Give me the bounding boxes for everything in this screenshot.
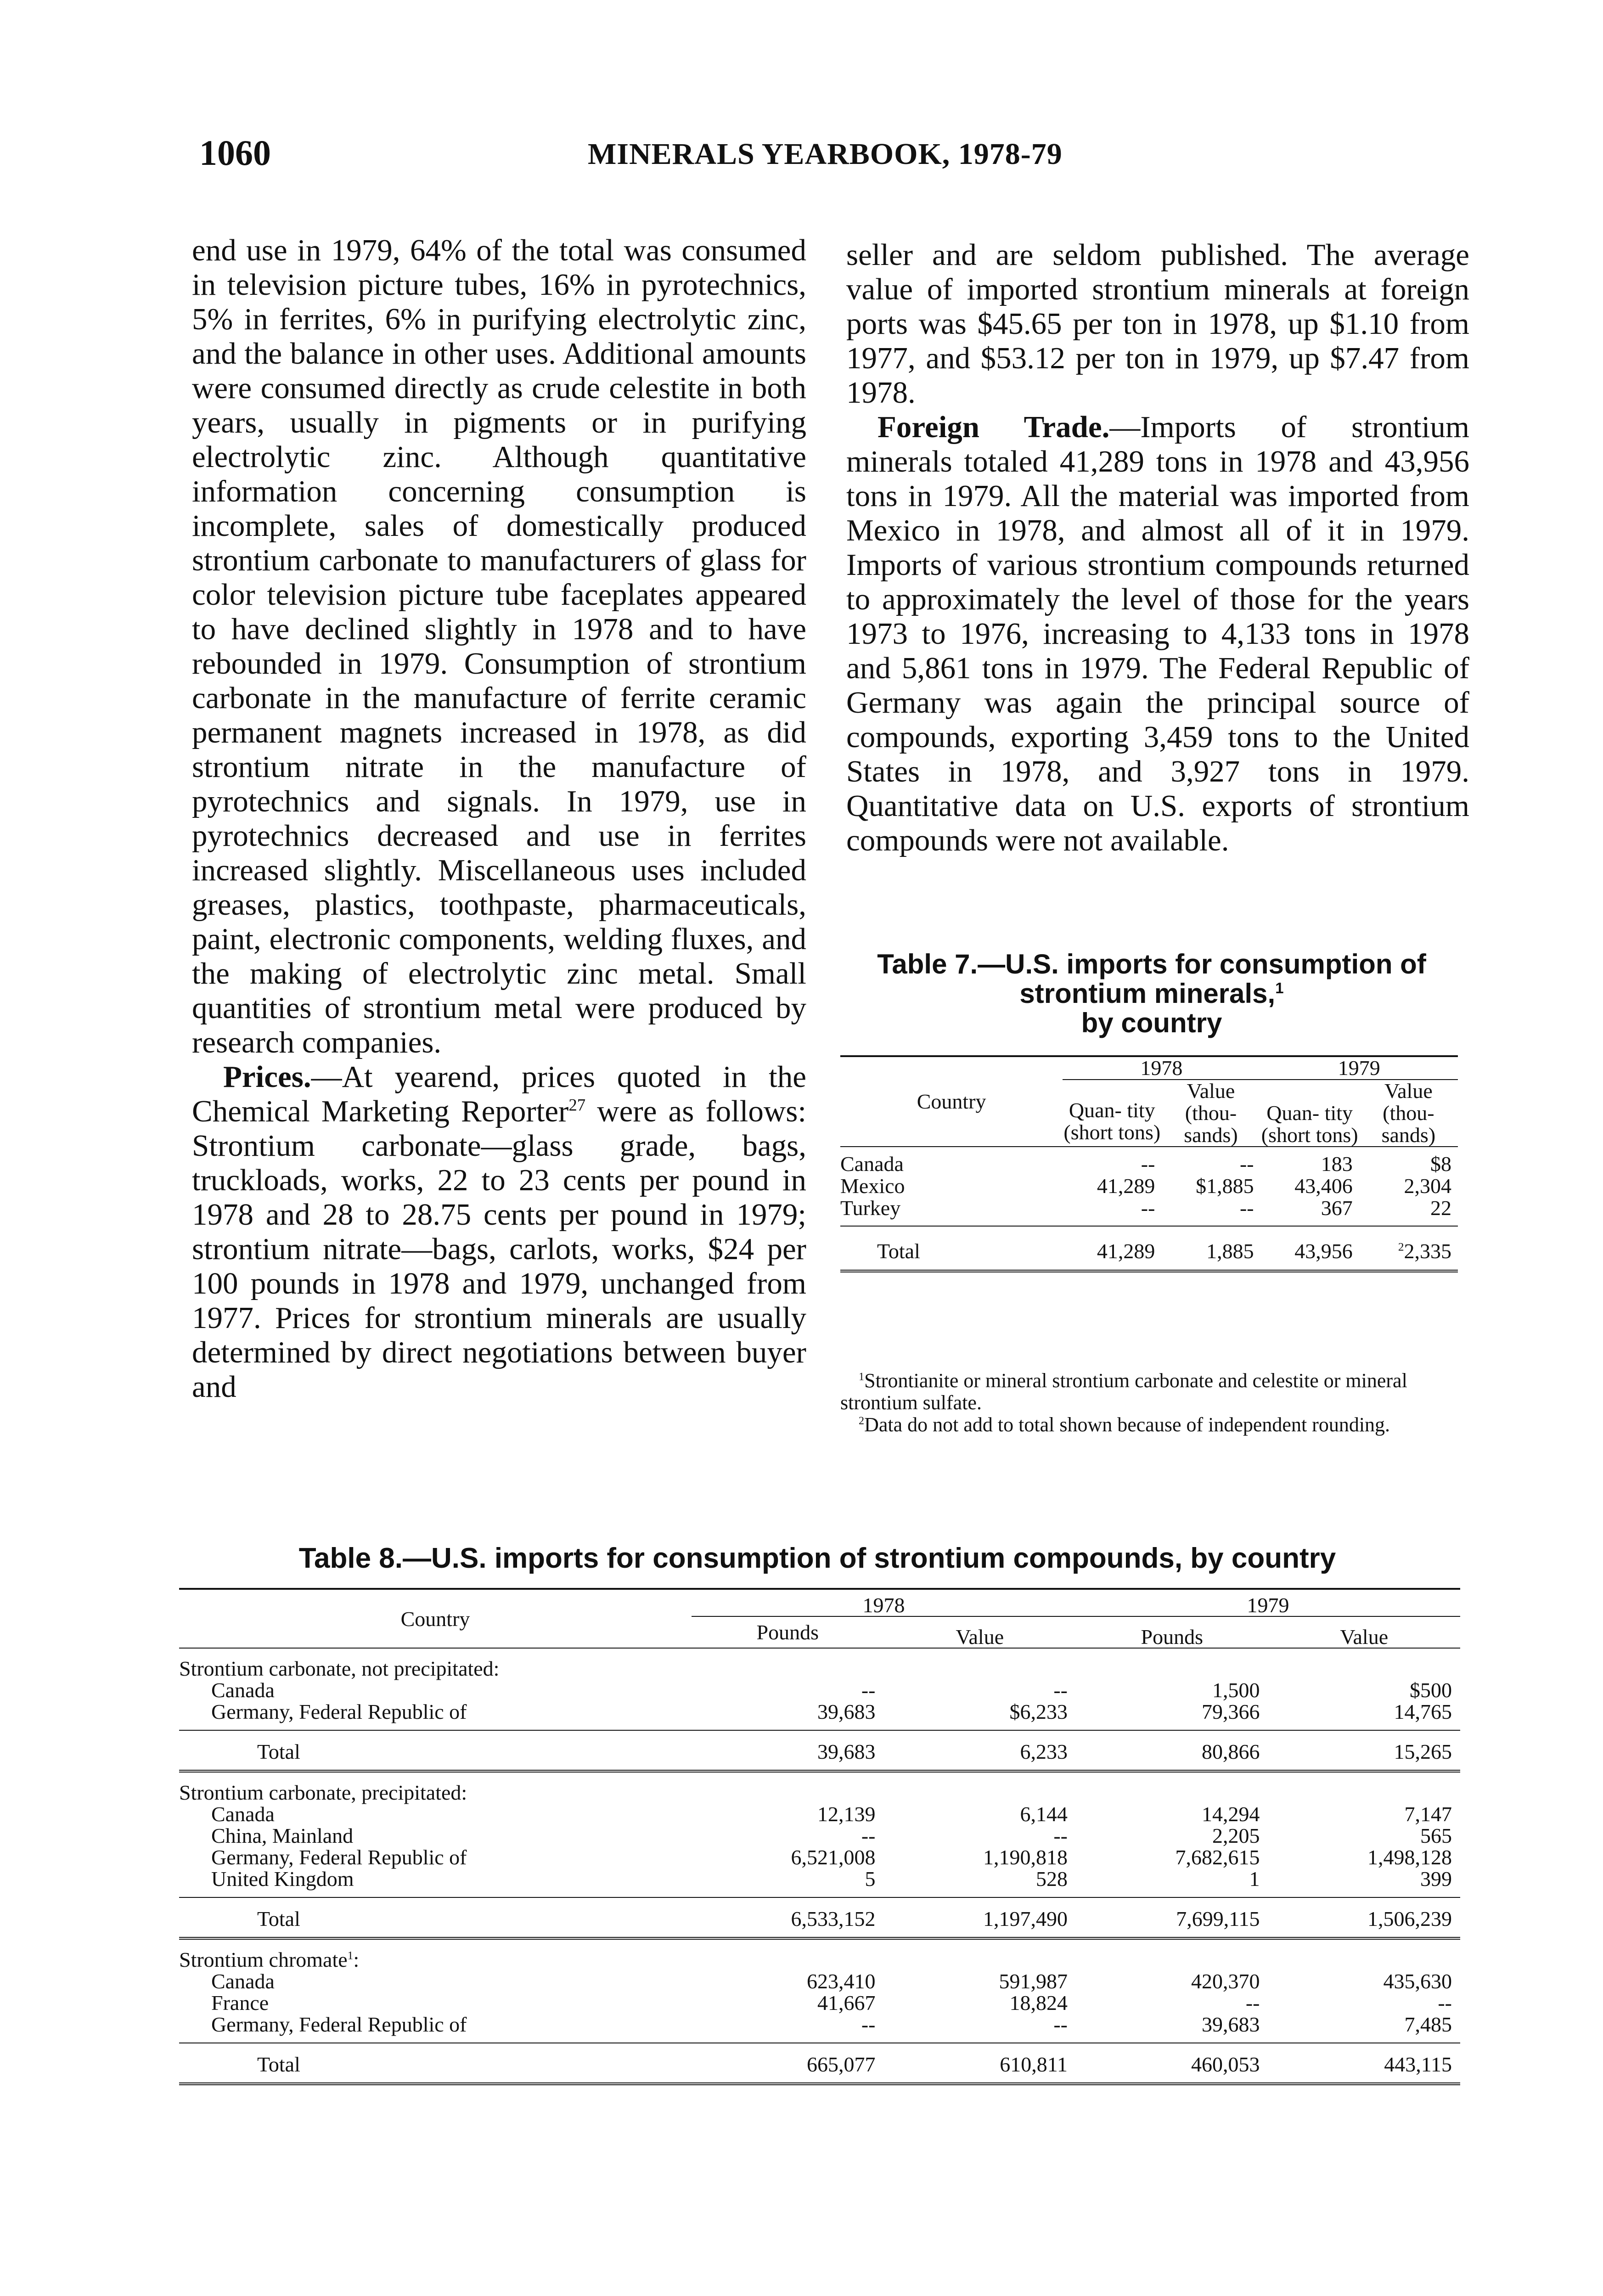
country-cell: Canada [211, 1970, 275, 1993]
column-header-year: 1979 [1260, 1056, 1458, 1080]
value-cell: 435,630 [1383, 1970, 1452, 1993]
value-cell: 1,197,490 [983, 1907, 1068, 1930]
table8 [179, 1588, 1460, 2085]
value-cell: 1,498,128 [1367, 1846, 1452, 1869]
value-cell: 43,406 [1294, 1174, 1353, 1198]
value-cell: 2,205 [1212, 1824, 1260, 1847]
country-cell: France [211, 1991, 269, 2015]
total-row [840, 1226, 1458, 1271]
value-cell: 528 [1036, 1867, 1068, 1891]
value-cell: 2,304 [1404, 1174, 1451, 1198]
footnote-ref: 1 [347, 1949, 354, 1962]
table8-title: Table 8.—U.S. imports for consumption of strontium compounds, by country [298, 1542, 1336, 1574]
country-cell: Canada [840, 1152, 904, 1176]
value-cell: -- [861, 1824, 876, 1847]
value-cell: 460,053 [1191, 2053, 1260, 2076]
value-cell: $6,233 [1009, 1700, 1068, 1723]
value-cell: $^2$2,335 [1398, 1239, 1451, 1263]
value-cell: 7,699,115 [1176, 1907, 1260, 1930]
page-number: 1060 [199, 133, 271, 173]
table-row [840, 1197, 1458, 1226]
column-header-value: Value (thou- sands) [1184, 1079, 1238, 1147]
value-cell: 41,289 [1097, 1174, 1155, 1198]
value-cell: 183 [1321, 1152, 1353, 1176]
column-header-year: 1978 [1063, 1056, 1260, 1080]
value-cell: 41,667 [817, 1991, 876, 2015]
footnote-ref: 27 [568, 1095, 586, 1114]
section-heading: Strontium carbonate, not precipitated: [179, 1657, 500, 1680]
value-cell: 39,683 [817, 1740, 876, 1763]
footnote-ref: 1 [1275, 979, 1284, 996]
footnote: $^1$Strontianite or mineral strontium carbonate and celestite or mineral strontium sulfate. [840, 1369, 1407, 1414]
value-cell: 12,139 [817, 1802, 876, 1826]
value-cell: 565 [1420, 1824, 1452, 1847]
table-row [179, 1970, 1460, 1992]
column-header-year: 1979 [1076, 1589, 1460, 1616]
value-cell: 7,485 [1404, 2013, 1452, 2036]
value-cell: 367 [1321, 1196, 1353, 1220]
value-cell: -- [861, 1678, 876, 1702]
country-cell: Germany, Federal Republic of [211, 2013, 467, 2036]
paragraph-text: —Imports of strontium minerals totaled 41,289 tons in 1978 and 43,956 tons in 1979. All the material was imported from Mexico in 1978, and almost all of it in 1979. Imports of various strontium compounds returned to approximately the level of those for the years 1973 to 1976, increasing to 4,133 tons in 1978 and 5,861 tons in 1979. The Federal Republic of Germany was again the principal source of compounds, exporting 3,459 tons to the United States in 1978, and 3,927 tons in 1979. Quantitative data on U.S. exports of strontium compounds were not available. [846, 410, 1469, 857]
value-cell: 1,500 [1212, 1678, 1260, 1702]
column-header-country: Country [917, 1090, 986, 1113]
table-row [179, 1868, 1460, 1897]
value-cell: 80,866 [1202, 1740, 1260, 1763]
country-cell: Canada [211, 1802, 275, 1826]
value-cell: 665,077 [807, 2053, 876, 2076]
paragraph-text: —At yearend, prices quoted in the Chemical Marketing Reporter [192, 1060, 806, 1128]
value-cell: 7,147 [1404, 1802, 1452, 1826]
value-cell: $500 [1410, 1678, 1452, 1702]
value-cell: -- [861, 2013, 876, 2036]
value-cell: 610,811 [1000, 2053, 1068, 2076]
column-header-quantity: Quan- tity (short tons) [1261, 1101, 1358, 1147]
country-cell: Germany, Federal Republic of [211, 1846, 467, 1869]
value-cell: 623,410 [807, 1970, 876, 1993]
table7 [840, 1055, 1458, 1272]
value-cell: 1,506,239 [1367, 1907, 1452, 1930]
run-in-heading: Foreign Trade. [877, 410, 1110, 444]
total-label: Total [877, 1239, 920, 1263]
table-row [179, 1825, 1460, 1846]
value-cell: -- [1245, 1991, 1260, 2015]
prices-paragraph [192, 1060, 806, 1404]
value-cell: 591,987 [999, 1970, 1068, 1993]
value-cell: -- [1141, 1152, 1155, 1176]
value-cell: 420,370 [1191, 1970, 1260, 1993]
value-cell: -- [1141, 1196, 1155, 1220]
value-cell: 22 [1430, 1196, 1451, 1220]
country-cell: Turkey [840, 1196, 901, 1220]
table7-footnotes [840, 1370, 1458, 1436]
value-cell: 39,683 [817, 1700, 876, 1723]
country-cell: Canada [211, 1678, 275, 1702]
value-cell: 5 [865, 1867, 876, 1891]
value-cell: 6,521,008 [791, 1846, 876, 1869]
value-cell: $1,885 [1196, 1174, 1254, 1198]
table-row [840, 1175, 1458, 1197]
running-title: MINERALS YEARBOOK, 1978-79 [588, 137, 1063, 171]
section-heading: Strontium carbonate, precipitated: [179, 1781, 467, 1804]
value-cell: 14,765 [1394, 1700, 1452, 1723]
value-cell: 39,683 [1202, 2013, 1260, 2036]
value-cell: 1,885 [1206, 1239, 1254, 1263]
column-header-value: Value [1340, 1625, 1389, 1649]
table7-title-text: Table 7.—U.S. imports for consumption of strontium minerals, [877, 949, 1426, 1009]
value-cell: 43,956 [1294, 1239, 1353, 1263]
value-cell: 7,682,615 [1175, 1846, 1260, 1869]
value-cell: 14,294 [1202, 1802, 1260, 1826]
table-row [840, 1153, 1458, 1175]
column-header-country: Country [400, 1607, 470, 1631]
value-cell: 1,190,818 [983, 1846, 1068, 1869]
table-row [179, 2014, 1460, 2043]
value-cell: $8 [1430, 1152, 1451, 1176]
table-row [179, 1846, 1460, 1868]
paragraph-text: were as follows: Strontium carbonate—glass grade, bags, truckloads, works, 22 to 23 cents per pound in 1978 and 28 to 28.75 cents per pound in 1979; strontium nitrate—bags, carlots, works, $24 per 100 pounds in 1978 and 1979, unchanged from 1977. Prices for strontium minerals are usually determined by direct negotiations between buyer and [192, 1094, 806, 1404]
column-header-pounds: Pounds [756, 1621, 819, 1644]
value-cell: -- [1053, 1678, 1068, 1702]
foreign-trade-paragraph [846, 410, 1469, 858]
table-row [179, 1679, 1460, 1701]
value-cell: -- [1053, 2013, 1068, 2036]
table7-title [846, 950, 1457, 1038]
value-cell: -- [1239, 1196, 1254, 1220]
column-header-year: 1978 [692, 1589, 1076, 1616]
section-heading-row [179, 1938, 1460, 1970]
value-cell: 6,233 [1020, 1740, 1068, 1763]
column-header-value: Value [956, 1625, 1004, 1649]
right-column [846, 238, 1469, 858]
value-cell: 15,265 [1394, 1740, 1452, 1763]
body-paragraph: seller and are seldom published. The average value of imported strontium minerals at foreign ports was $45.65 per ton in 1978, up $1.10 from 1977, and $53.12 per ton in 1979, up $7.47 from 1978. [846, 238, 1469, 410]
value-cell: -- [1053, 1824, 1068, 1847]
table7-title-text: by country [1081, 1007, 1222, 1038]
country-cell: United Kingdom [211, 1867, 354, 1891]
run-in-heading: Prices. [223, 1060, 311, 1094]
table-row [179, 1992, 1460, 2014]
body-paragraph: end use in 1979, 64% of the total was consumed in television picture tubes, 16% in pyrotechnics, 5% in ferrites, 6% in purifying electrolytic zinc, and the balance in other uses. Additional amounts were consumed directly as crude celestite in both years, usually in pigments or in purifying electrolytic zinc. Although quantitative information concerning consumption is incomplete, sales of domestically produced strontium carbonate to manufacturers of glass for color television picture tube faceplates appeared to have declined slightly in 1978 and to have rebounded in 1979. Consumption of strontium carbonate in the manufacture of ferrite ceramic permanent magnets increased in 1978, as did strontium nitrate in the manufacture of pyrotechnics and signals. In 1979, use in pyrotechnics decreased and use in ferrites increased slightly. Miscellaneous uses included greases, plastics, toothpaste, pharmaceuticals, paint, electronic components, welding fluxes, and the making of electrolytic zinc metal. Small quantities of strontium metal were produced by research companies. [192, 233, 806, 1059]
value-cell: 6,533,152 [791, 1907, 876, 1930]
country-cell: China, Mainland [211, 1824, 354, 1847]
value-cell: 443,115 [1384, 2053, 1452, 2076]
left-column [192, 233, 806, 1404]
total-row [179, 1897, 1460, 1938]
table-row [179, 1701, 1460, 1730]
section-heading-row [179, 1648, 1460, 1679]
section-heading-row [179, 1771, 1460, 1803]
column-header-quantity: Quan- tity (short tons) [1063, 1098, 1161, 1144]
total-row [179, 2043, 1460, 2084]
total-label: Total [257, 2053, 300, 2076]
total-label: Total [257, 1907, 300, 1930]
country-cell: Mexico [840, 1174, 905, 1198]
value-cell: 18,824 [1009, 1991, 1068, 2015]
footnote: $^2$Data do not add to total shown because of independent rounding. [859, 1413, 1390, 1436]
value-cell: -- [1239, 1152, 1254, 1176]
value-cell: 1 [1249, 1867, 1260, 1891]
section-heading: Strontium chromate$^1$: [179, 1948, 360, 1971]
value-cell: 41,289 [1097, 1239, 1155, 1263]
column-header-pounds: Pounds [1141, 1625, 1203, 1649]
table-row [179, 1803, 1460, 1825]
value-cell: -- [1438, 1991, 1452, 2015]
column-header-value: Value (thou- sands) [1381, 1079, 1436, 1147]
footnote-ref: 2 [1398, 1240, 1404, 1254]
country-cell: Germany, Federal Republic of [211, 1700, 467, 1723]
value-cell: 6,144 [1020, 1802, 1068, 1826]
value-cell: 399 [1420, 1867, 1452, 1891]
value-cell: 79,366 [1202, 1700, 1260, 1723]
total-label: Total [257, 1740, 300, 1763]
total-row [179, 1730, 1460, 1771]
